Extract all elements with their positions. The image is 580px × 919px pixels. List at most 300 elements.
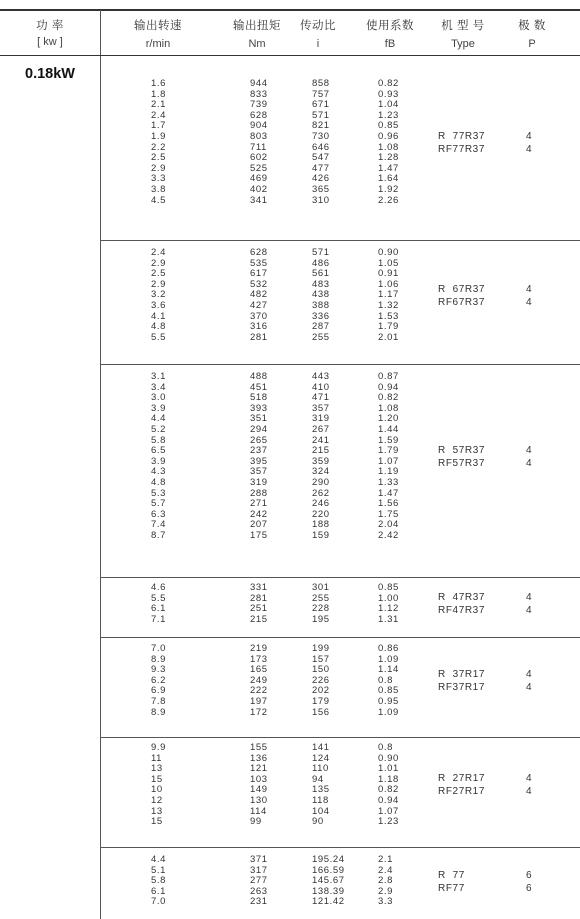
torque-cell: 532 bbox=[250, 278, 268, 290]
speed-cell: 15 bbox=[151, 816, 163, 828]
ratio-cell: 241 bbox=[312, 434, 330, 446]
speed-cell: 7.0 bbox=[151, 643, 167, 654]
pole-count: 4 bbox=[526, 284, 532, 295]
ratio-cell: 262 bbox=[312, 487, 330, 499]
torque-cell: 172 bbox=[250, 706, 268, 718]
header-torque: 输出扭矩 bbox=[233, 20, 281, 32]
torque-cell: 393 bbox=[250, 402, 268, 414]
factor-cell: 1.75 bbox=[378, 508, 399, 520]
factor-cell: 0.82 bbox=[378, 392, 399, 404]
torque-cell: 628 bbox=[250, 247, 268, 258]
ratio-cell: 646 bbox=[312, 141, 330, 153]
header-speed-unit: r/min bbox=[145, 38, 171, 50]
model-type bbox=[438, 591, 485, 617]
speed-column bbox=[151, 372, 166, 542]
ratio-cell: 757 bbox=[312, 88, 330, 100]
factor-cell: 1.79 bbox=[378, 445, 399, 457]
group-separator bbox=[101, 577, 580, 578]
torque-cell: 371 bbox=[250, 854, 268, 865]
speed-cell: 8.9 bbox=[151, 706, 167, 718]
ratio-cell: 199 bbox=[312, 643, 330, 654]
ratio-column bbox=[312, 372, 330, 542]
speed-cell: 5.2 bbox=[151, 423, 167, 435]
factor-cell: 0.94 bbox=[378, 794, 399, 806]
pole-count: 6 bbox=[526, 883, 532, 894]
ratio-cell: 287 bbox=[312, 321, 330, 333]
ratio-cell: 483 bbox=[312, 278, 330, 290]
speed-cell: 5.1 bbox=[151, 864, 167, 876]
torque-cell: 351 bbox=[250, 413, 268, 425]
factor-cell: 1.12 bbox=[378, 603, 399, 615]
torque-cell: 121 bbox=[250, 763, 268, 775]
speed-column bbox=[151, 583, 166, 625]
ratio-cell: 359 bbox=[312, 455, 330, 467]
factor-cell: 2.01 bbox=[378, 331, 399, 343]
speed-cell: 7.8 bbox=[151, 695, 167, 707]
factor-cell: 0.87 bbox=[378, 371, 399, 382]
torque-cell: 904 bbox=[250, 120, 268, 132]
ratio-cell: 104 bbox=[312, 805, 330, 817]
speed-cell: 2.9 bbox=[151, 162, 167, 174]
torque-cell: 263 bbox=[250, 885, 268, 897]
model-label: R 37R17 bbox=[438, 669, 486, 680]
speed-cell: 2.9 bbox=[151, 257, 167, 269]
torque-cell: 488 bbox=[250, 371, 268, 382]
speed-cell: 7.0 bbox=[151, 896, 167, 908]
torque-cell: 341 bbox=[250, 194, 268, 206]
torque-cell: 155 bbox=[250, 742, 268, 753]
factor-cell: 1.31 bbox=[378, 613, 399, 625]
model-type bbox=[438, 668, 485, 694]
speed-cell: 5.8 bbox=[151, 875, 167, 887]
ratio-cell: 365 bbox=[312, 183, 330, 195]
torque-cell: 237 bbox=[250, 445, 268, 457]
speed-cell: 3.6 bbox=[151, 299, 167, 311]
model-label: RF47R37 bbox=[438, 605, 485, 616]
torque-cell: 525 bbox=[250, 162, 268, 174]
poles-value bbox=[526, 591, 532, 617]
speed-cell: 5.8 bbox=[151, 434, 167, 446]
model-type bbox=[438, 772, 485, 798]
torque-cell: 617 bbox=[250, 268, 268, 280]
speed-cell: 4.4 bbox=[151, 854, 167, 865]
factor-cell: 0.91 bbox=[378, 268, 399, 280]
torque-cell: 535 bbox=[250, 257, 268, 269]
factor-cell: 2.4 bbox=[378, 864, 394, 876]
speed-cell: 3.9 bbox=[151, 402, 167, 414]
speed-cell: 3.4 bbox=[151, 381, 167, 393]
speed-cell: 5.5 bbox=[151, 331, 167, 343]
group-separator bbox=[101, 847, 580, 848]
factor-cell: 0.94 bbox=[378, 381, 399, 393]
ratio-cell: 471 bbox=[312, 392, 330, 404]
speed-cell: 2.4 bbox=[151, 247, 167, 258]
model-type bbox=[438, 444, 485, 470]
speed-cell: 2.9 bbox=[151, 278, 167, 290]
torque-cell: 197 bbox=[250, 695, 268, 707]
torque-cell: 149 bbox=[250, 784, 268, 796]
torque-cell: 249 bbox=[250, 674, 268, 686]
speed-cell: 4.8 bbox=[151, 321, 167, 333]
ratio-cell: 547 bbox=[312, 152, 330, 164]
factor-cell: 1.07 bbox=[378, 805, 399, 817]
header-type: 机 型 号 bbox=[441, 20, 485, 32]
ratio-column bbox=[312, 743, 330, 828]
pole-count: 6 bbox=[526, 870, 532, 881]
ratio-cell: 319 bbox=[312, 413, 330, 425]
factor-cell: 1.20 bbox=[378, 413, 399, 425]
group-separator bbox=[101, 637, 580, 638]
pole-count: 4 bbox=[526, 297, 532, 308]
pole-count: 4 bbox=[526, 773, 532, 784]
torque-cell: 357 bbox=[250, 466, 268, 478]
ratio-cell: 141 bbox=[312, 742, 330, 753]
torque-cell: 319 bbox=[250, 476, 268, 488]
factor-cell: 1.14 bbox=[378, 664, 399, 676]
factor-cell: 0.90 bbox=[378, 752, 399, 764]
torque-cell: 173 bbox=[250, 653, 268, 665]
speed-cell: 8.9 bbox=[151, 653, 167, 665]
ratio-cell: 426 bbox=[312, 173, 330, 185]
model-label: RF27R17 bbox=[438, 786, 485, 797]
factor-cell: 1.23 bbox=[378, 109, 399, 121]
factor-column bbox=[378, 583, 399, 625]
factor-cell: 0.85 bbox=[378, 120, 399, 132]
ratio-cell: 226 bbox=[312, 674, 330, 686]
torque-cell: 288 bbox=[250, 487, 268, 499]
header-factor: 使用系数 bbox=[366, 20, 414, 32]
torque-cell: 215 bbox=[250, 613, 268, 625]
pole-count: 4 bbox=[526, 786, 532, 797]
factor-cell: 1.17 bbox=[378, 289, 399, 301]
factor-cell: 0.86 bbox=[378, 643, 399, 654]
speed-cell: 2.2 bbox=[151, 141, 167, 153]
speed-column bbox=[151, 743, 166, 828]
ratio-cell: 246 bbox=[312, 498, 330, 510]
speed-cell: 7.1 bbox=[151, 613, 167, 625]
torque-cell: 103 bbox=[250, 773, 268, 785]
factor-cell: 1.92 bbox=[378, 183, 399, 195]
torque-cell: 231 bbox=[250, 896, 268, 908]
ratio-cell: 150 bbox=[312, 664, 330, 676]
poles-value bbox=[526, 283, 532, 309]
header-poles-unit: P bbox=[528, 38, 536, 50]
pole-count: 4 bbox=[526, 144, 532, 155]
ratio-cell: 121.42 bbox=[312, 896, 345, 908]
torque-cell: 395 bbox=[250, 455, 268, 467]
torque-column bbox=[250, 583, 268, 625]
poles-value bbox=[526, 668, 532, 694]
table-top-border bbox=[0, 9, 580, 11]
speed-cell: 1.7 bbox=[151, 120, 167, 132]
torque-cell: 114 bbox=[250, 805, 267, 817]
ratio-cell: 571 bbox=[312, 247, 330, 258]
torque-cell: 602 bbox=[250, 152, 268, 164]
ratio-cell: 94 bbox=[312, 773, 324, 785]
ratio-cell: 561 bbox=[312, 268, 330, 280]
model-type bbox=[438, 130, 485, 156]
speed-cell: 4.4 bbox=[151, 413, 167, 425]
torque-cell: 242 bbox=[250, 508, 268, 520]
torque-column bbox=[250, 644, 268, 718]
factor-cell: 2.1 bbox=[378, 854, 394, 865]
header-factor-unit: fB bbox=[384, 38, 396, 50]
ratio-cell: 195.24 bbox=[312, 854, 345, 865]
speed-column bbox=[151, 644, 166, 718]
torque-cell: 370 bbox=[250, 310, 268, 322]
speed-cell: 5.3 bbox=[151, 487, 167, 499]
torque-cell: 265 bbox=[250, 434, 268, 446]
speed-cell: 11 bbox=[151, 752, 163, 764]
factor-cell: 1.32 bbox=[378, 299, 399, 311]
factor-column bbox=[378, 644, 399, 718]
torque-cell: 711 bbox=[250, 141, 267, 153]
ratio-cell: 357 bbox=[312, 402, 330, 414]
factor-column bbox=[378, 248, 399, 343]
group-separator bbox=[101, 364, 580, 365]
ratio-cell: 188 bbox=[312, 519, 330, 531]
model-label: R 47R37 bbox=[438, 592, 486, 603]
speed-cell: 3.8 bbox=[151, 183, 167, 195]
factor-column bbox=[378, 372, 399, 542]
model-label: R 77R37 bbox=[438, 131, 486, 142]
pole-count: 4 bbox=[526, 131, 532, 142]
power-column-divider bbox=[100, 10, 101, 919]
ratio-cell: 118 bbox=[312, 794, 329, 806]
pole-count: 4 bbox=[526, 605, 532, 616]
header-speed: 输出转速 bbox=[134, 20, 182, 32]
torque-cell: 222 bbox=[250, 685, 268, 697]
ratio-cell: 571 bbox=[312, 109, 330, 121]
speed-cell: 4.8 bbox=[151, 476, 167, 488]
speed-cell: 6.1 bbox=[151, 885, 167, 897]
ratio-column bbox=[312, 248, 330, 343]
model-type bbox=[438, 283, 485, 309]
factor-cell: 1.09 bbox=[378, 653, 399, 665]
ratio-cell: 290 bbox=[312, 476, 330, 488]
ratio-cell: 477 bbox=[312, 162, 330, 174]
torque-column bbox=[250, 248, 268, 343]
factor-cell: 1.07 bbox=[378, 455, 399, 467]
factor-cell: 0.82 bbox=[378, 78, 399, 89]
group-separator bbox=[101, 737, 580, 738]
speed-cell: 6.3 bbox=[151, 508, 167, 520]
factor-cell: 1.47 bbox=[378, 162, 399, 174]
ratio-cell: 438 bbox=[312, 289, 330, 301]
model-label: R 77 bbox=[438, 870, 465, 881]
factor-cell: 1.33 bbox=[378, 476, 399, 488]
header-ratio-unit: i bbox=[316, 38, 320, 50]
factor-cell: 2.9 bbox=[378, 885, 394, 897]
speed-cell: 5.7 bbox=[151, 498, 167, 510]
ratio-cell: 215 bbox=[312, 445, 330, 457]
factor-cell: 1.19 bbox=[378, 466, 399, 478]
factor-cell: 1.23 bbox=[378, 816, 399, 828]
speed-cell: 1.6 bbox=[151, 78, 167, 89]
speed-cell: 9.3 bbox=[151, 664, 167, 676]
ratio-cell: 486 bbox=[312, 257, 330, 269]
factor-cell: 1.59 bbox=[378, 434, 399, 446]
pole-count: 4 bbox=[526, 445, 532, 456]
factor-column bbox=[378, 855, 393, 908]
pole-count: 4 bbox=[526, 458, 532, 469]
ratio-column bbox=[312, 79, 330, 206]
model-label: RF57R37 bbox=[438, 458, 485, 469]
speed-cell: 8.7 bbox=[151, 529, 167, 541]
factor-cell: 1.09 bbox=[378, 706, 399, 718]
factor-cell: 1.05 bbox=[378, 257, 399, 269]
speed-cell: 13 bbox=[151, 805, 163, 817]
poles-value bbox=[526, 772, 532, 798]
speed-cell: 4.3 bbox=[151, 466, 167, 478]
header-ratio: 传动比 bbox=[300, 20, 336, 32]
header-power: 功 率 bbox=[36, 20, 64, 32]
ratio-cell: 410 bbox=[312, 381, 330, 393]
ratio-cell: 110 bbox=[312, 763, 329, 775]
torque-cell: 277 bbox=[250, 875, 268, 887]
factor-cell: 1.56 bbox=[378, 498, 399, 510]
factor-column bbox=[378, 743, 399, 828]
ratio-cell: 730 bbox=[312, 130, 330, 142]
ratio-cell: 220 bbox=[312, 508, 330, 520]
header-torque-unit: Nm bbox=[248, 38, 266, 50]
header-power-unit: [ kw ] bbox=[37, 36, 63, 48]
factor-column bbox=[378, 79, 399, 206]
factor-cell: 0.8 bbox=[378, 674, 394, 686]
torque-column bbox=[250, 743, 268, 828]
ratio-cell: 310 bbox=[312, 194, 330, 206]
torque-cell: 628 bbox=[250, 109, 268, 121]
pole-count: 4 bbox=[526, 592, 532, 603]
factor-cell: 2.8 bbox=[378, 875, 394, 887]
torque-cell: 281 bbox=[250, 331, 268, 343]
ratio-cell: 179 bbox=[312, 695, 330, 707]
factor-cell: 0.96 bbox=[378, 130, 399, 142]
factor-cell: 1.79 bbox=[378, 321, 399, 333]
speed-cell: 2.4 bbox=[151, 109, 167, 121]
torque-column bbox=[250, 79, 268, 206]
ratio-cell: 267 bbox=[312, 423, 330, 435]
ratio-cell: 195 bbox=[312, 613, 330, 625]
speed-cell: 4.6 bbox=[151, 582, 167, 593]
ratio-cell: 90 bbox=[312, 816, 324, 828]
ratio-cell: 228 bbox=[312, 603, 330, 615]
ratio-column bbox=[312, 855, 345, 908]
factor-cell: 0.8 bbox=[378, 742, 394, 753]
factor-cell: 1.47 bbox=[378, 487, 399, 499]
ratio-cell: 324 bbox=[312, 466, 330, 478]
pole-count: 4 bbox=[526, 669, 532, 680]
model-label: R 27R17 bbox=[438, 773, 486, 784]
ratio-column bbox=[312, 644, 330, 718]
torque-cell: 402 bbox=[250, 183, 268, 195]
speed-cell: 3.0 bbox=[151, 392, 167, 404]
factor-cell: 0.93 bbox=[378, 88, 399, 100]
speed-column bbox=[151, 248, 166, 343]
ratio-cell: 255 bbox=[312, 592, 330, 604]
power-value: 0.18kW bbox=[25, 66, 75, 82]
factor-cell: 1.08 bbox=[378, 141, 399, 153]
speed-cell: 12 bbox=[151, 794, 163, 806]
torque-cell: 251 bbox=[250, 603, 268, 615]
speed-cell: 4.1 bbox=[151, 310, 167, 322]
factor-cell: 1.08 bbox=[378, 402, 399, 414]
factor-cell: 3.3 bbox=[378, 896, 394, 908]
factor-cell: 0.85 bbox=[378, 582, 399, 593]
speed-cell: 6.5 bbox=[151, 445, 167, 457]
torque-cell: 207 bbox=[250, 519, 268, 531]
ratio-cell: 135 bbox=[312, 784, 330, 796]
ratio-cell: 821 bbox=[312, 120, 330, 132]
factor-cell: 1.53 bbox=[378, 310, 399, 322]
torque-cell: 294 bbox=[250, 423, 268, 435]
factor-cell: 1.04 bbox=[378, 99, 399, 111]
ratio-cell: 156 bbox=[312, 706, 330, 718]
model-label: RF67R37 bbox=[438, 297, 485, 308]
speed-cell: 6.9 bbox=[151, 685, 167, 697]
torque-cell: 803 bbox=[250, 130, 268, 142]
poles-value bbox=[526, 869, 532, 895]
torque-cell: 219 bbox=[250, 643, 268, 654]
ratio-cell: 336 bbox=[312, 310, 330, 322]
factor-cell: 2.42 bbox=[378, 529, 399, 541]
header-bottom-border bbox=[0, 55, 580, 56]
speed-cell: 3.2 bbox=[151, 289, 167, 301]
model-label: RF77R37 bbox=[438, 144, 485, 155]
speed-cell: 3.9 bbox=[151, 455, 167, 467]
speed-cell: 13 bbox=[151, 763, 163, 775]
factor-cell: 1.18 bbox=[378, 773, 399, 785]
torque-cell: 427 bbox=[250, 299, 268, 311]
speed-cell: 3.1 bbox=[151, 371, 167, 382]
torque-cell: 944 bbox=[250, 78, 268, 89]
model-label: RF37R17 bbox=[438, 682, 485, 693]
speed-column bbox=[151, 79, 166, 206]
ratio-cell: 157 bbox=[312, 653, 330, 665]
header-poles: 极 数 bbox=[518, 20, 546, 32]
factor-cell: 2.26 bbox=[378, 194, 399, 206]
torque-cell: 271 bbox=[250, 498, 268, 510]
ratio-cell: 202 bbox=[312, 685, 330, 697]
torque-cell: 165 bbox=[250, 664, 268, 676]
torque-cell: 331 bbox=[250, 582, 268, 593]
torque-cell: 739 bbox=[250, 99, 268, 111]
poles-value bbox=[526, 444, 532, 470]
model-type bbox=[438, 869, 465, 895]
ratio-cell: 159 bbox=[312, 529, 330, 541]
factor-cell: 1.00 bbox=[378, 592, 399, 604]
torque-column bbox=[250, 372, 268, 542]
torque-cell: 469 bbox=[250, 173, 268, 185]
factor-cell: 1.28 bbox=[378, 152, 399, 164]
speed-cell: 3.3 bbox=[151, 173, 167, 185]
factor-cell: 1.64 bbox=[378, 173, 399, 185]
speed-cell: 9.9 bbox=[151, 742, 167, 753]
header-type-unit: Type bbox=[451, 38, 475, 50]
speed-cell: 1.8 bbox=[151, 88, 167, 100]
pole-count: 4 bbox=[526, 682, 532, 693]
ratio-cell: 301 bbox=[312, 582, 330, 593]
torque-cell: 833 bbox=[250, 88, 268, 100]
poles-value bbox=[526, 130, 532, 156]
torque-cell: 482 bbox=[250, 289, 268, 301]
torque-cell: 451 bbox=[250, 381, 268, 393]
factor-cell: 2.04 bbox=[378, 519, 399, 531]
factor-cell: 0.85 bbox=[378, 685, 399, 697]
factor-cell: 0.90 bbox=[378, 247, 399, 258]
group-separator bbox=[101, 240, 580, 241]
speed-cell: 2.5 bbox=[151, 268, 167, 280]
